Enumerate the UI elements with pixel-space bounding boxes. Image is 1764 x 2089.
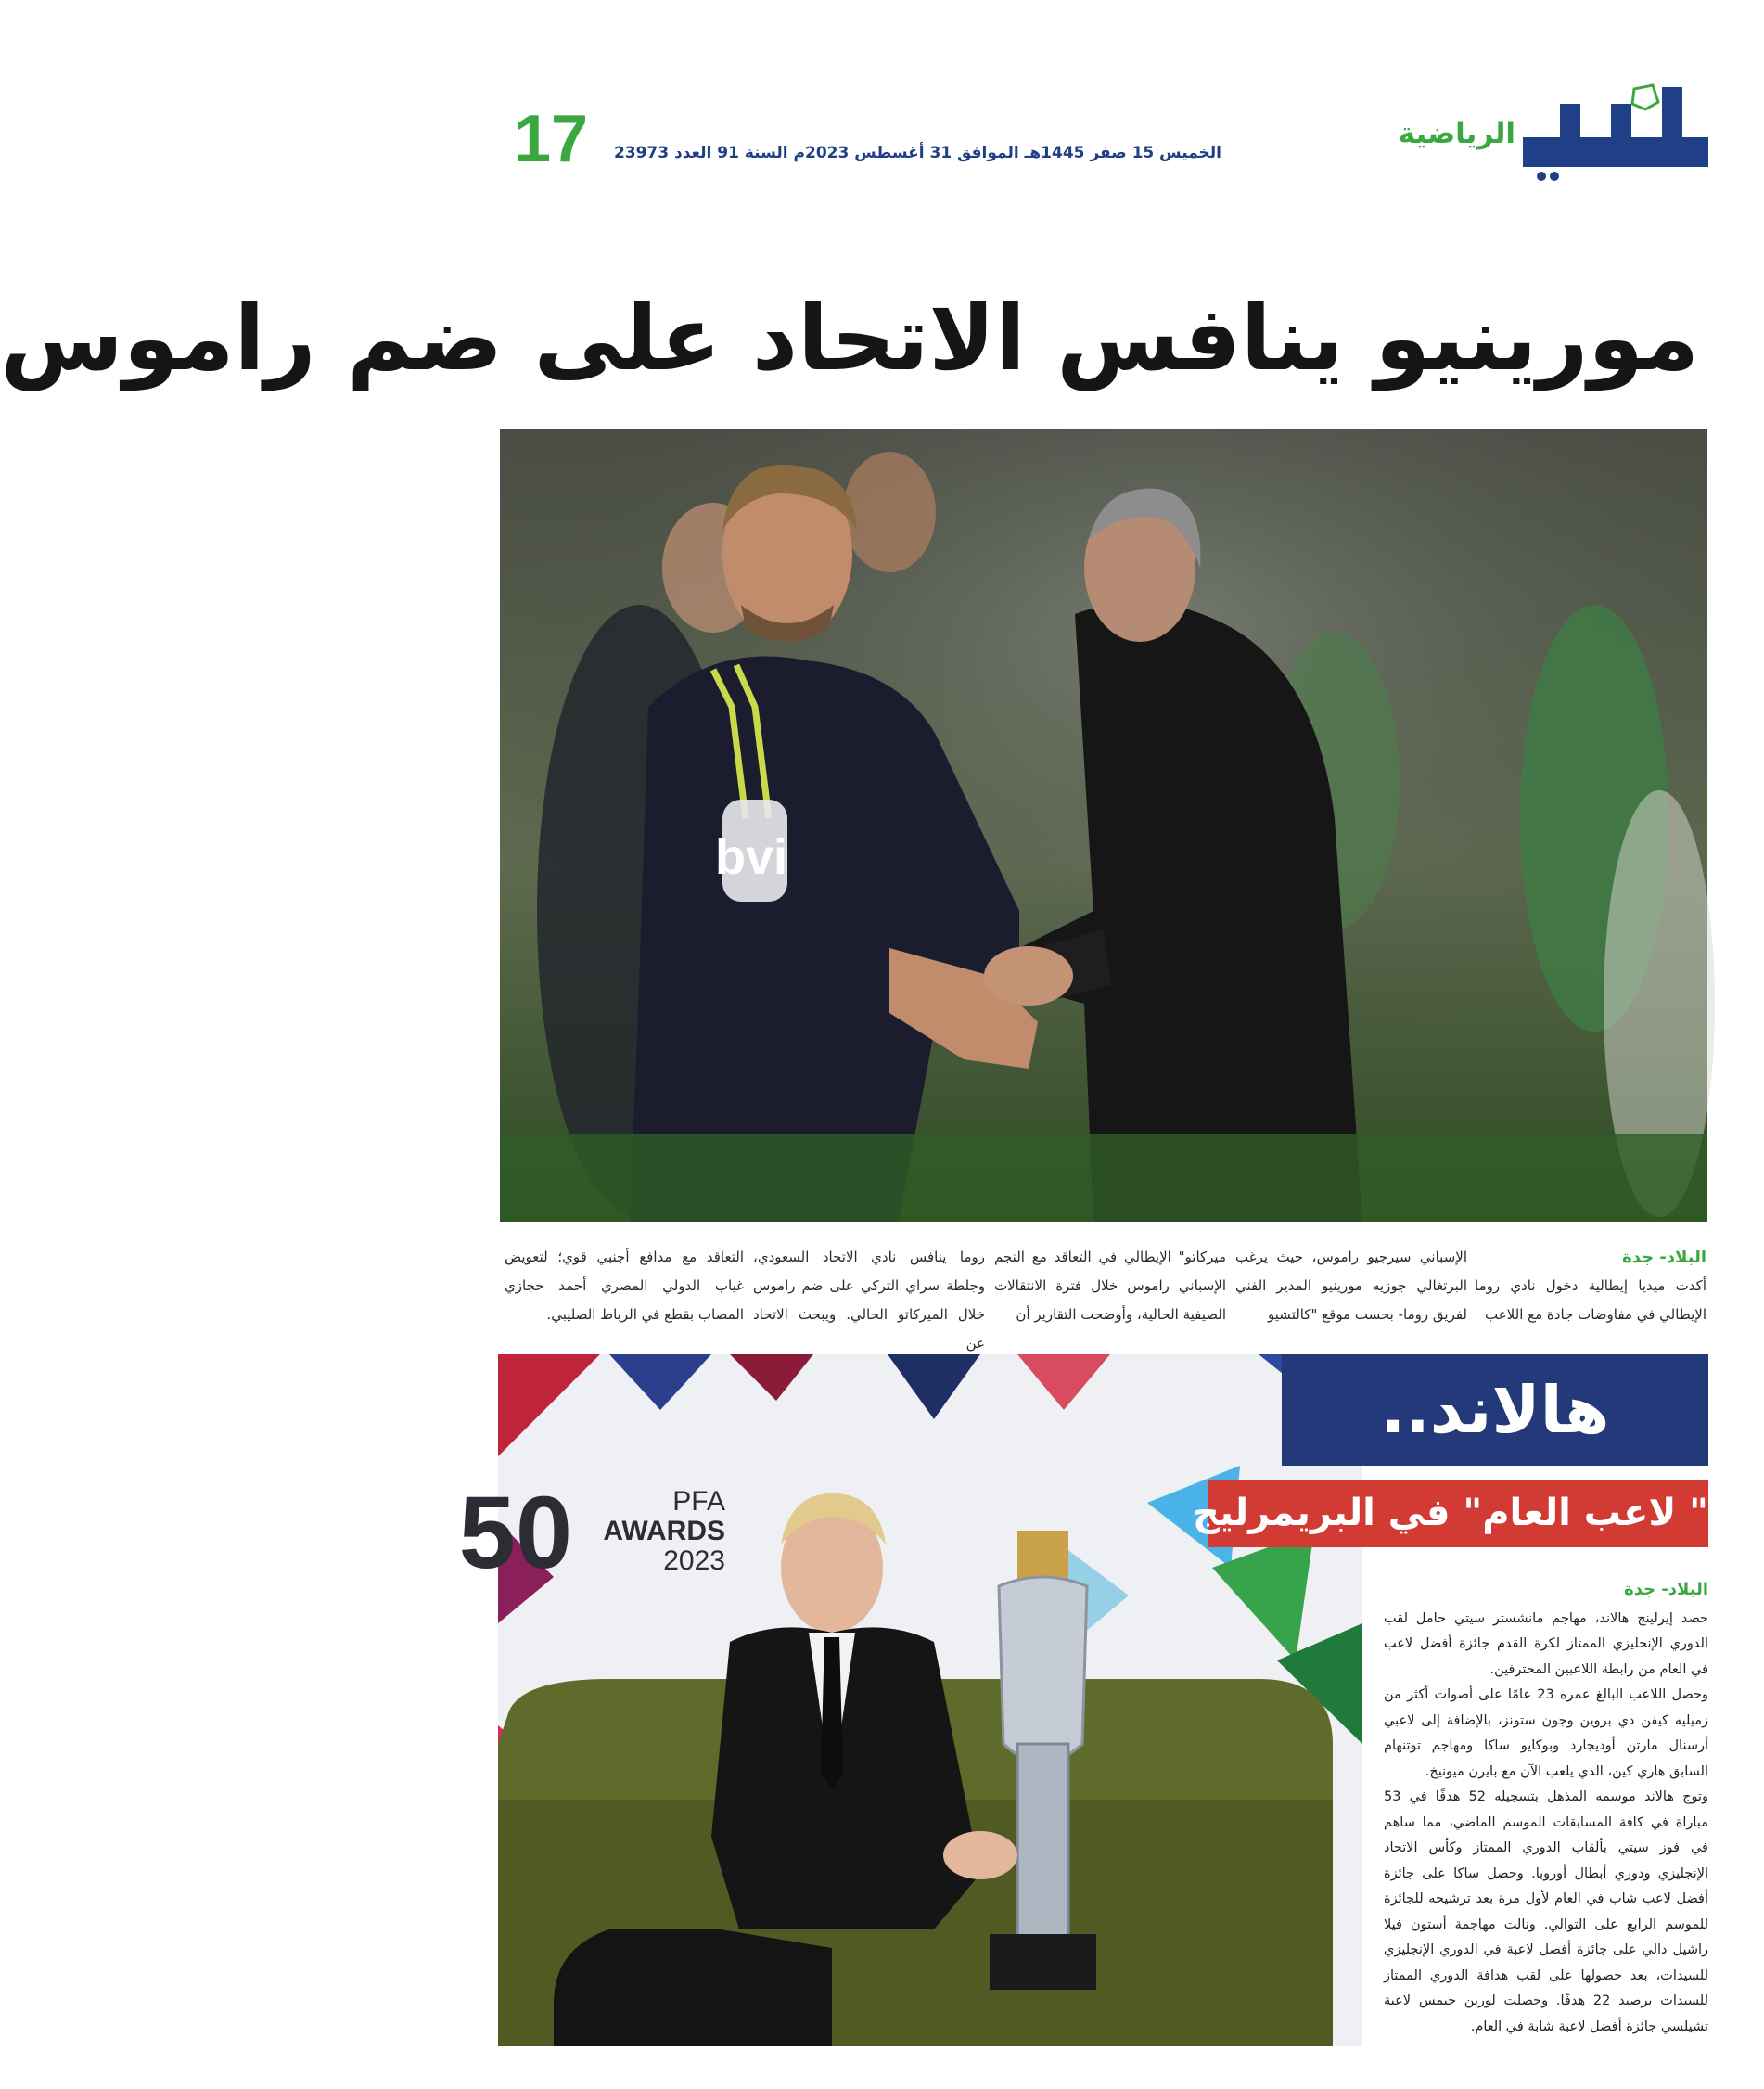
backdrop-number: 50 xyxy=(458,1476,572,1590)
article1-column-text: الإسباني سيرجيو راموس، حيث يرغب البرتغالي جوزيه مورينيو المدير الفني لفريق روما- بحسب موقع "كالتشيو xyxy=(1235,1249,1467,1323)
article2-paragraph: وحصل اللاعب البالغ عمره 23 عامًا على أصوات أكثر من زميليه كيفن دي بروين وجون ستونز، بالإضافة إلى لاعبي أرسنال مارتن أوديجارد وبوكايو ساكا ومهاجم توتنهام السابق هاري كين، الذي يلعب الآن مع بايرن ميونيخ. xyxy=(1384,1687,1708,1779)
article2-paragraph: وتوج هالاند موسمه المذهل بتسجيله 52 هدفًا في 53 مباراة في كافة المسابقات الموسم الماضي، مما ساهم في فوز سيتي بألقاب الدوري الممتاز وكأس الاتحاد الإنجليزي ودوري أبطال أوروبا. وحصل ساكا على جائزة أفضل لاعب شاب في العام لأول مرة بعد ترشيحه للجائزة للموسم الرابع على التوالي. ونالت مهاجمة أستون فيلا راشيل دالي على جائزة أفضل لاعبة في الدوري الإنجليزي للسيدات، بعد حصولها على لقب هدافة الدوري الممتاز للسيدات برصيد 22 هدفًا. وحصلت لورين جيمس لاعبة تشيلسي جائزة أفضل لاعبة شابة في العام. xyxy=(1384,1789,1709,2034)
haaland-subhead: " لاعب العام" في البريمرليج xyxy=(1208,1480,1708,1547)
article1-column-4 xyxy=(753,1243,985,1358)
dateline: الخميس 15 صفر 1445هـ الموافق 31 أغسطس 2023م السنة 91 العدد 23973 xyxy=(613,144,1221,162)
article1-column-text: ميركاتو" الإيطالي في التعاقد مع النجم الإسباني راموس خلال فترة الانتقالات الصيفية الحالية، وأوضحت التقارير أن xyxy=(994,1249,1226,1323)
svg-text:bvi: bvi xyxy=(714,829,787,885)
main-headline: مورينيو ينافس الاتحاد على ضم راموس xyxy=(0,287,1699,391)
haaland-kicker: هالاند.. xyxy=(1282,1354,1708,1466)
haaland-article-body xyxy=(1384,1577,1708,2040)
section-name: الرياضية xyxy=(1398,117,1515,150)
article1-column-text: روما ينافس نادي الاتحاد السعودي، وجلطة سراي التركي على ضم راموس خلال الميركاتو الحالي. ويبحث الاتحاد عن xyxy=(753,1249,985,1352)
photo-ramos-mourinho xyxy=(500,429,1707,1222)
backdrop-year: 2023 xyxy=(663,1545,725,1576)
article1-byline: البلاد- جدة xyxy=(1622,1248,1706,1267)
article2-byline: البلاد- جدة xyxy=(1624,1580,1708,1599)
masthead xyxy=(1398,82,1708,184)
article1-column-2 xyxy=(1235,1243,1467,1329)
page-number: 17 xyxy=(514,102,589,176)
article1-column-3 xyxy=(994,1243,1226,1329)
backdrop-awards: AWARDS xyxy=(603,1516,725,1546)
article2-paragraph: حصد إيرلينج هالاند، مهاجم مانشستر سيتي حامل لقب الدوري الإنجليزي الممتاز لكرة القدم جائزة أفضل لاعب في العام من رابطة اللاعبين المحترفين. xyxy=(1384,1610,1708,1677)
article1-column-text: التعاقد مع مدافع أجنبي قوي؛ لتعويض غياب الدولي المصري أحمد حجازي المصاب بقطع في الرباط الصليبي. xyxy=(505,1249,744,1323)
backdrop-pfa: PFA xyxy=(672,1486,725,1517)
article1-column-5 xyxy=(505,1243,744,1329)
article1-column-1 xyxy=(1475,1243,1706,1329)
photo-haaland xyxy=(458,1354,1362,2046)
article1-column-text: أكدت ميديا إيطالية دخول نادي روما الإيطالي في مفاوضات جادة مع اللاعب xyxy=(1475,1277,1706,1323)
